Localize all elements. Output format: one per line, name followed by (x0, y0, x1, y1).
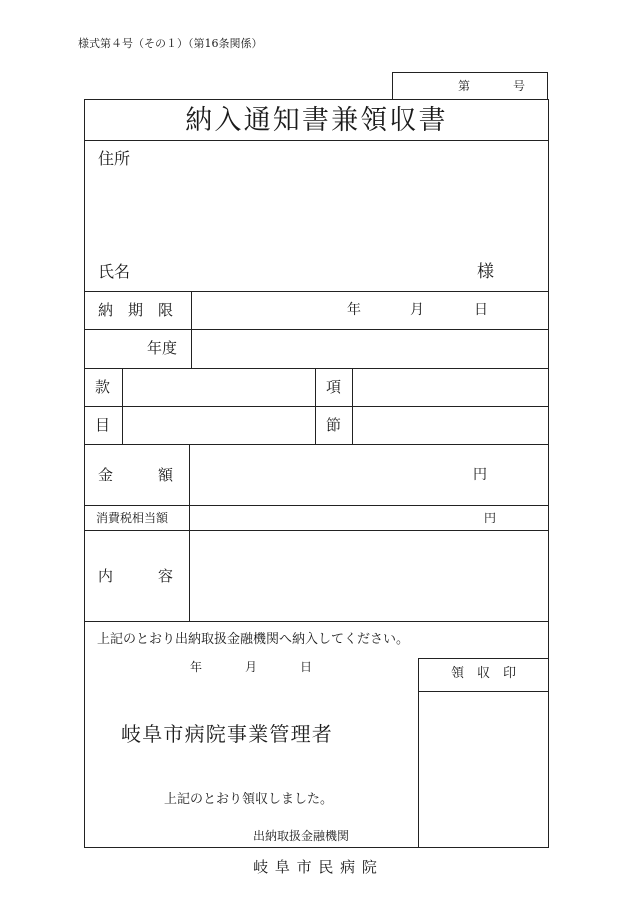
amount-label: 金 額 (98, 466, 174, 484)
budget-kou: 項 (326, 378, 342, 396)
rule-tax-bottom (84, 530, 549, 531)
rule-budget-mid1 (315, 368, 316, 444)
content-label: 内 容 (98, 567, 174, 585)
rule-stamp-top (418, 658, 549, 659)
form-title: 納入通知書兼領収書 (185, 105, 448, 136)
rule-moku-bottom (84, 444, 549, 445)
budget-setsu: 節 (326, 416, 342, 434)
rule-budget-mid2 (352, 368, 353, 444)
number-prefix: 第 (458, 79, 471, 93)
rule-amount-divider (189, 444, 190, 621)
received-note: 上記のとおり領収しました。 (164, 792, 334, 807)
due-date-month: 月 (410, 302, 424, 318)
bank-label: 出納取扱金融機関 (253, 829, 350, 843)
rule-name-bottom (84, 291, 549, 292)
rule-title-bottom (84, 140, 549, 141)
rule-stamp-header (418, 691, 549, 692)
rule-stamp-left (418, 658, 419, 848)
address-label: 住所 (98, 149, 131, 168)
payment-notice: 上記のとおり出納取扱金融機関へ納入してください。 (97, 632, 410, 647)
rule-kan-bottom (84, 406, 549, 407)
name-label: 氏名 (98, 262, 131, 281)
due-date-year: 年 (347, 302, 361, 318)
rule-content-bottom (84, 621, 549, 622)
rule-due-bottom (84, 329, 549, 330)
fiscal-year-label: 年度 (147, 339, 178, 357)
budget-moku: 目 (95, 416, 111, 434)
issuer-name: 岐阜市病院事業管理者 (121, 722, 333, 746)
number-suffix: 号 (513, 79, 526, 93)
receipt-stamp-label: 領 収 印 (450, 666, 516, 681)
due-date-day: 日 (474, 302, 488, 318)
tax-unit: 円 (484, 511, 497, 525)
rule-budget-left (122, 368, 123, 444)
issue-date-day: 日 (300, 660, 313, 674)
due-date-label: 納 期 限 (98, 301, 174, 319)
budget-kan: 款 (95, 378, 111, 396)
issue-date-year: 年 (190, 660, 203, 674)
tax-label: 消費税相当額 (96, 511, 169, 525)
issue-date-month: 月 (245, 660, 258, 674)
rule-amount-bottom (84, 505, 549, 506)
amount-unit: 円 (473, 467, 487, 483)
hospital-footer: 岐阜市民病院 (253, 858, 384, 876)
form-number: 様式第４号（その１）（第16条関係） (78, 37, 263, 50)
honorific: 様 (477, 262, 494, 282)
rule-year-bottom (84, 368, 549, 369)
rule-due-divider (191, 291, 192, 368)
